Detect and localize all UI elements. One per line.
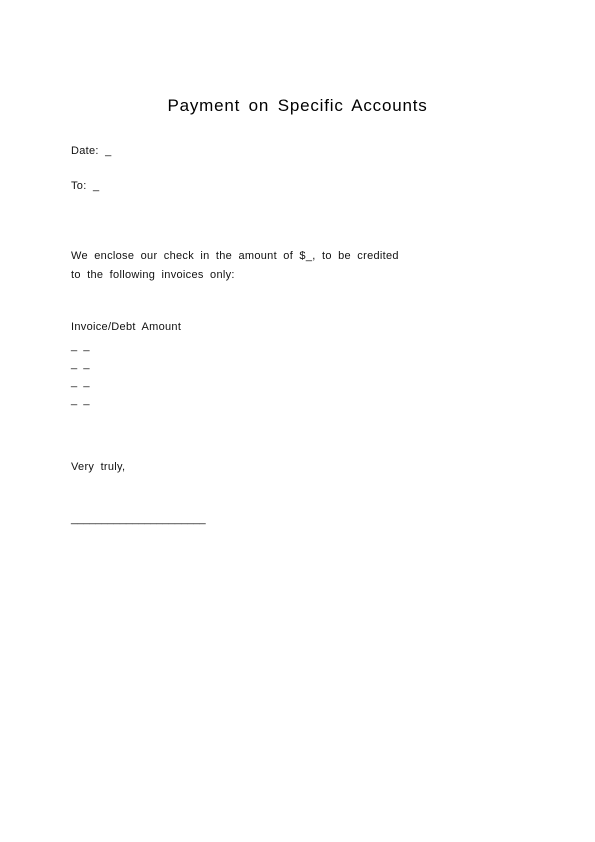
amount-cell: _ [83, 394, 90, 406]
invoice-cell: _ [71, 358, 78, 370]
date-label: Date: [71, 145, 99, 157]
invoice-cell: _ [71, 376, 78, 388]
invoice-cell: _ [71, 394, 78, 406]
amount-cell: _ [83, 358, 90, 370]
amount-value: _ [305, 250, 313, 262]
body-text-part2: to be credited [321, 250, 399, 262]
to-label: To: [71, 180, 87, 192]
table-row [71, 340, 90, 352]
document-title: Payment on Specific Accounts [167, 96, 428, 115]
table-row [71, 376, 90, 388]
table-header: Invoice/Debt Amount [71, 321, 182, 333]
signature-line: ______________________ [71, 513, 206, 525]
invoice-cell: _ [71, 340, 78, 352]
date-line [71, 145, 112, 157]
body-text-part1: We enclose our check in the amount of $ [71, 250, 306, 262]
to-line [71, 180, 99, 192]
date-value: _ [105, 145, 112, 157]
table-row [71, 394, 90, 406]
amount-cell: _ [83, 376, 90, 388]
closing-text: Very truly, [71, 461, 126, 473]
body-paragraph-line-2: to the following invoices only: [71, 269, 235, 281]
table-row [71, 358, 90, 370]
body-paragraph-line-1: We enclose our check in the amount of $_, to be credited [71, 250, 399, 262]
amount-cell: _ [83, 340, 90, 352]
to-value: _ [92, 180, 100, 192]
